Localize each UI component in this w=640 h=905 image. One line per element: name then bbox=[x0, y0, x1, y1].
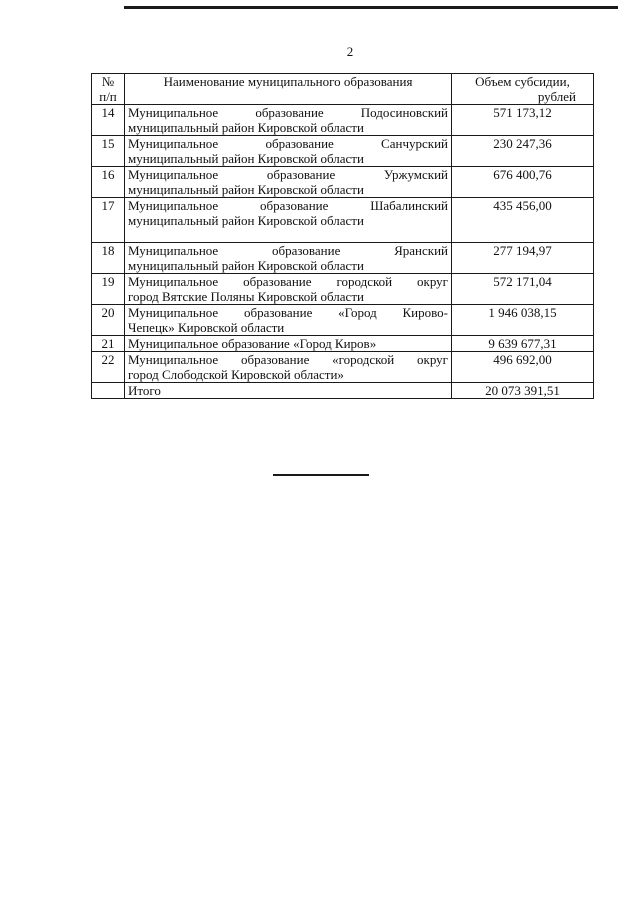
end-of-document-rule bbox=[273, 474, 369, 476]
top-border-rule bbox=[124, 6, 618, 9]
table-header-row bbox=[92, 74, 594, 105]
table-row bbox=[92, 352, 594, 383]
header-number-line2: п/п bbox=[99, 89, 117, 104]
row-number: 19 bbox=[92, 274, 125, 305]
row-name-line1: Муниципальное образование Шабалинский bbox=[128, 198, 448, 213]
header-amount bbox=[452, 74, 594, 105]
row-amount: 9 639 677,31 bbox=[452, 336, 594, 352]
table-row bbox=[92, 105, 594, 136]
row-amount: 277 194,97 bbox=[452, 243, 594, 274]
row-amount: 496 692,00 bbox=[452, 352, 594, 383]
row-amount: 435 456,00 bbox=[452, 198, 594, 243]
row-name-line2: муниципальный район Кировской области bbox=[128, 258, 364, 273]
table-row bbox=[92, 336, 594, 352]
row-name bbox=[125, 336, 452, 352]
row-name-line2: город Вятские Поляны Кировской области bbox=[128, 289, 364, 304]
total-label-text: Итого bbox=[128, 383, 161, 398]
row-name bbox=[125, 136, 452, 167]
header-amount-line2: рублей bbox=[537, 89, 576, 104]
table-row bbox=[92, 167, 594, 198]
row-name-line1: Муниципальное образование городской округ bbox=[128, 274, 448, 289]
header-number-line1: № bbox=[101, 74, 115, 89]
row-number: 21 bbox=[92, 336, 125, 352]
row-number: 22 bbox=[92, 352, 125, 383]
row-number: 14 bbox=[92, 105, 125, 136]
row-amount: 1 946 038,15 bbox=[452, 305, 594, 336]
row-name-line2: муниципальный район Кировской области bbox=[128, 213, 364, 228]
row-name-line1: Муниципальное образование Подосиновский bbox=[128, 105, 448, 120]
row-name bbox=[125, 198, 452, 243]
row-number: 17 bbox=[92, 198, 125, 243]
total-number-cell bbox=[92, 383, 125, 399]
row-name-line2: Чепецк» Кировской области bbox=[128, 320, 285, 335]
row-name bbox=[125, 167, 452, 198]
row-number: 20 bbox=[92, 305, 125, 336]
row-name-line1: Муниципальное образование «Город Киров» bbox=[128, 336, 377, 351]
row-name bbox=[125, 305, 452, 336]
table-row bbox=[92, 305, 594, 336]
row-name-line1: Муниципальное образование Санчурский bbox=[128, 136, 448, 151]
row-amount: 230 247,36 bbox=[452, 136, 594, 167]
row-name-line1: Муниципальное образование «Город Кирово- bbox=[128, 305, 448, 320]
row-name-line1: Муниципальное образование «городской округ bbox=[128, 352, 448, 367]
table-row bbox=[92, 274, 594, 305]
row-number: 15 bbox=[92, 136, 125, 167]
header-number bbox=[92, 74, 125, 105]
header-amount-line1: Объем субсидии, bbox=[475, 74, 570, 89]
row-amount: 572 171,04 bbox=[452, 274, 594, 305]
row-name bbox=[125, 105, 452, 136]
table-row bbox=[92, 243, 594, 274]
row-name-line2: муниципальный район Кировской области bbox=[128, 151, 364, 166]
total-label bbox=[125, 383, 452, 399]
total-amount: 20 073 391,51 bbox=[452, 383, 594, 399]
row-name bbox=[125, 352, 452, 383]
row-name-line2: муниципальный район Кировской области bbox=[128, 120, 364, 135]
row-name bbox=[125, 243, 452, 274]
table-row bbox=[92, 136, 594, 167]
row-name-line2: город Слободской Кировской области» bbox=[128, 367, 344, 382]
subsidy-table bbox=[91, 73, 594, 399]
row-name-line1: Муниципальное образование Яранский bbox=[128, 243, 448, 258]
row-name-line2: муниципальный район Кировской области bbox=[128, 182, 364, 197]
page-number: 2 bbox=[346, 44, 354, 59]
table-total-row bbox=[92, 383, 594, 399]
row-number: 18 bbox=[92, 243, 125, 274]
row-amount: 676 400,76 bbox=[452, 167, 594, 198]
row-number: 16 bbox=[92, 167, 125, 198]
table-row bbox=[92, 198, 594, 243]
header-name: Наименование муниципального образования bbox=[125, 74, 452, 105]
row-name-line1: Муниципальное образование Уржумский bbox=[128, 167, 448, 182]
row-amount: 571 173,12 bbox=[452, 105, 594, 136]
row-name bbox=[125, 274, 452, 305]
